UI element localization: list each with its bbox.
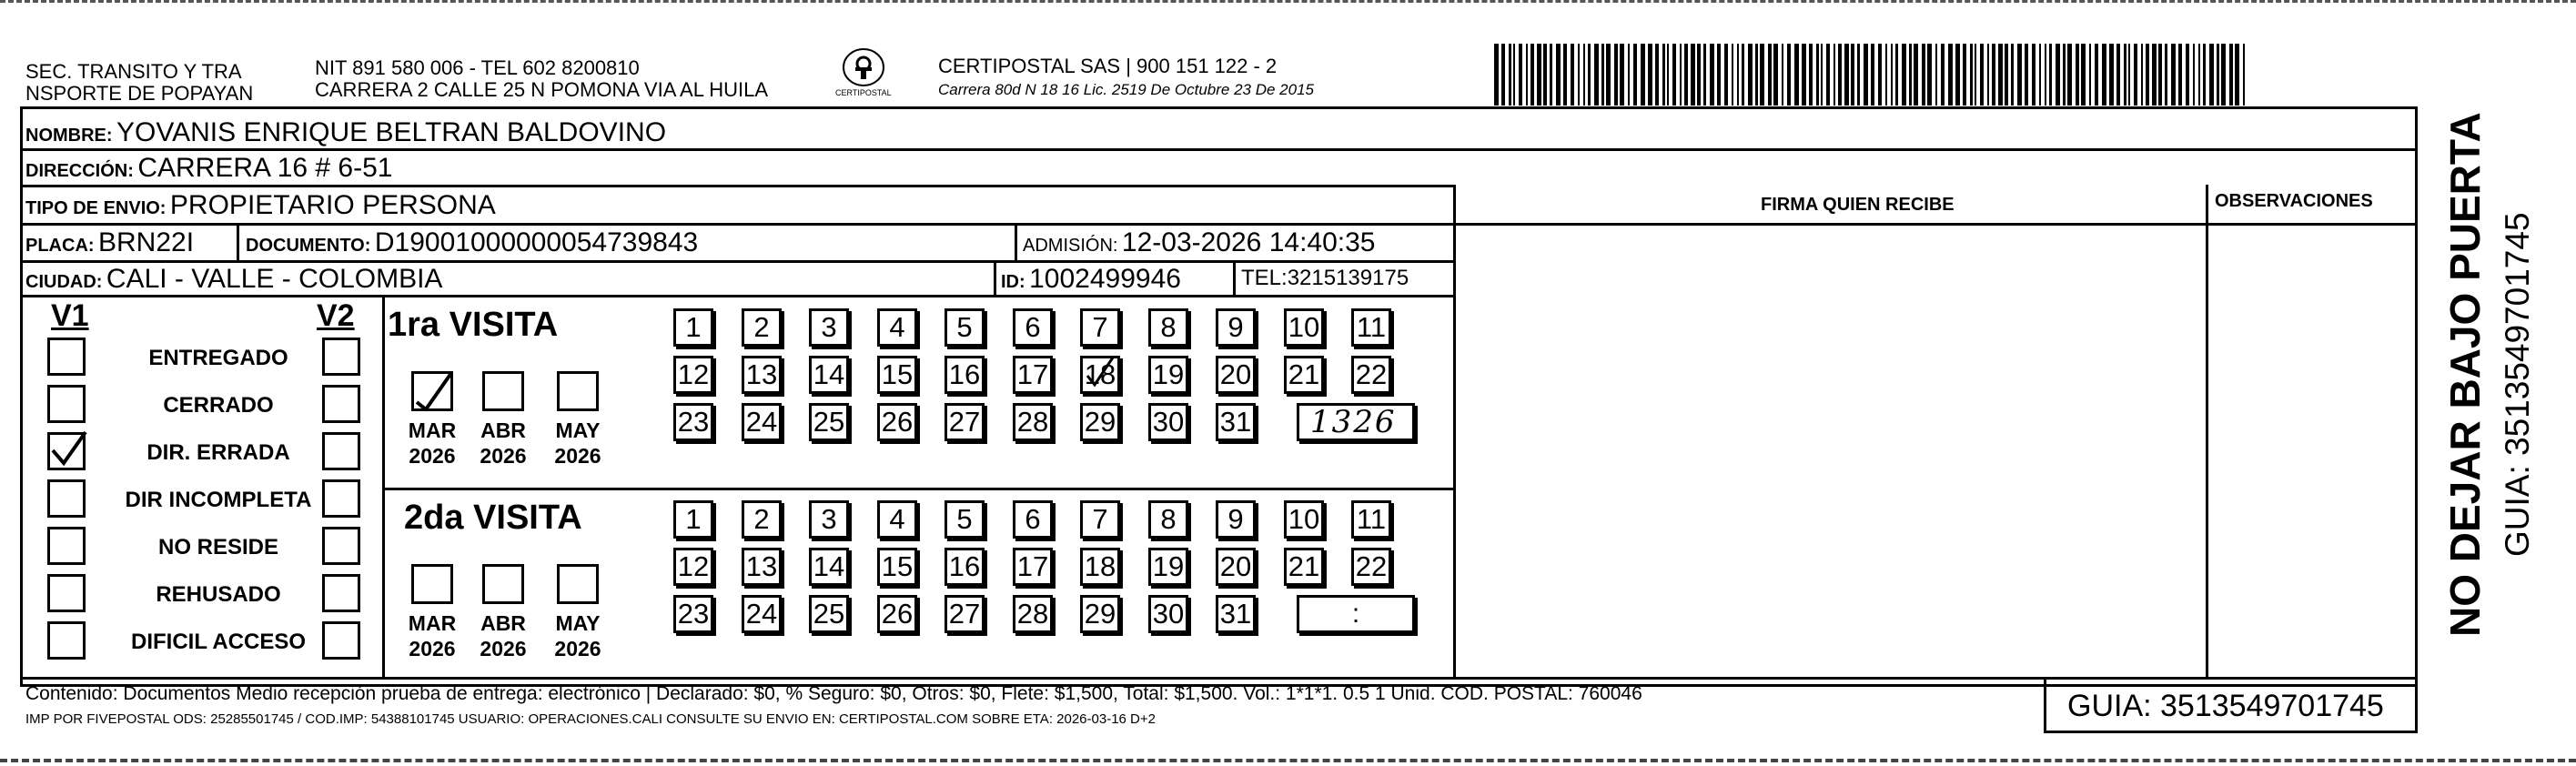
day-box[interactable]: 23 [673,595,713,633]
status-label: NO RESIDE [157,535,279,559]
day-box[interactable]: 14 [809,548,849,586]
month-year: 2026 [480,443,527,468]
day-box[interactable]: 28 [1013,595,1053,633]
signature-column-line [1453,185,1456,677]
observations-column-line [2206,185,2208,677]
status-label: REHUSADO [156,582,281,607]
day-box[interactable]: 4 [877,308,917,347]
v2-checkbox[interactable] [322,432,360,470]
day-box[interactable]: 15 [877,548,917,586]
day-box[interactable]: 29 [1080,595,1120,633]
admission-cell [1023,229,1375,257]
month-name: ABR [480,611,526,635]
v2-checkbox[interactable] [322,385,360,423]
day-box[interactable]: 16 [945,548,985,586]
month-year: 2026 [480,636,527,660]
tel-cell [1241,267,1409,289]
day-box[interactable]: 1 [673,308,713,347]
day-box[interactable]: 9 [1216,500,1256,539]
day-box[interactable]: 8 [1148,308,1188,347]
nit-line: NIT 891 580 006 - TEL 602 8200810 [315,56,640,79]
day-box[interactable]: 28 [1013,403,1053,441]
no-dejar-warning: NO DEJAR BAJO PUERTA [2441,112,2489,637]
address-label: DIRECCIÓN: [25,161,134,181]
v2-checkbox[interactable] [322,621,360,660]
day-box[interactable]: 26 [877,403,917,441]
guia-box-text: GUIA: 3513549701745 [2067,689,2384,723]
month-year: 2026 [554,443,601,468]
barcode [1494,44,2248,106]
day-box[interactable]: 27 [945,403,985,441]
month-name: ABR [480,418,526,442]
license-line: Carrera 80d N 18 16 Lic. 2519 De Octubre 23 De 2015 [938,81,1314,98]
day-box[interactable]: 5 [945,308,985,347]
row-line [20,223,2418,226]
row-line [20,185,1456,187]
v1-checkbox[interactable] [47,527,86,565]
month-name: MAY [555,611,601,635]
day-box[interactable]: 25 [809,403,849,441]
tel-label: TEL: [1241,266,1288,290]
company-line: CERTIPOSTAL SAS | 900 151 122 - 2 [938,55,1278,77]
day-box[interactable]: 24 [742,403,782,441]
type-label: TIPO DE ENVIO: [25,198,167,218]
month-checkbox[interactable] [411,564,453,604]
row-line [20,148,2418,151]
plate-value: BRN22I [98,227,195,257]
logo-caption: CERTIPOSTAL [835,88,892,97]
document-cell [246,229,698,257]
status-label: DIR. ERRADA [146,440,290,465]
day-box[interactable]: 18 [1080,356,1120,394]
status-visit-divider [382,295,385,677]
content-line: Contenido: Documentos Medio recepción prueba de entrega: electrónico | Declarado: $0, % Seguro: $0, Otros: $0, Flete: $1,500, Total: $1,500. Vol.: 1*1*1. 0.5 1 Unid. COD. POSTAL: 760046 [25,683,1642,704]
day-box[interactable]: 14 [809,356,849,394]
day-box[interactable]: 3 [809,308,849,347]
sender-line-1: SEC. TRANSITO Y TRA [25,60,242,83]
day-box[interactable]: 9 [1216,308,1256,347]
signature-header: FIRMA QUIEN RECIBE [1761,195,1955,215]
day-box[interactable]: 17 [1013,548,1053,586]
check-mark-icon [413,366,455,416]
month-checkbox[interactable] [482,371,524,411]
month-year: 2026 [554,636,601,660]
id-value: 1002499946 [1029,264,1181,294]
v1-checkbox[interactable] [47,479,86,518]
month-label [400,418,464,469]
day-box[interactable]: 30 [1148,595,1188,633]
day-box[interactable]: 17 [1013,356,1053,394]
day-box[interactable]: 12 [673,356,713,394]
day-box[interactable]: 26 [877,595,917,633]
day-box[interactable]: 31 [1216,595,1256,633]
status-label: CERRADO [163,393,274,418]
day-box[interactable]: 10 [1284,308,1324,347]
document-label: DOCUMENTO: [246,236,371,256]
day-box[interactable]: 2 [742,500,782,539]
visit2-title: 2da VISITA [404,499,582,537]
v2-checkbox[interactable] [322,338,360,376]
certipostal-logo [830,47,897,104]
id-label: ID: [1001,272,1025,292]
visit1-title: 1ra VISITA [388,306,559,344]
month-checkbox[interactable] [557,564,599,604]
admission-divider [1015,223,1017,260]
v2-checkbox[interactable] [322,527,360,565]
document-value: D19001000000054739843 [374,227,699,257]
plate-cell [25,229,194,257]
day-box[interactable]: 7 [1080,500,1120,539]
month-label [546,611,610,661]
month-name: MAR [408,611,457,635]
day-box[interactable]: 22 [1351,356,1391,394]
v1-label: V1 [51,298,89,333]
day-box[interactable]: 10 [1284,500,1324,539]
day-box[interactable]: 23 [673,403,713,441]
visit-divider [382,488,1456,490]
city-cell [25,266,442,293]
day-box[interactable]: 19 [1148,548,1188,586]
month-checkbox[interactable] [557,371,599,411]
row-line [20,260,1456,263]
tel-value: 3215139175 [1287,266,1409,290]
v1-checkbox[interactable] [47,385,86,423]
day-box[interactable]: 31 [1216,403,1256,441]
name-row [25,119,666,146]
month-year: 2026 [409,443,456,468]
month-name: MAR [408,418,457,442]
day-box[interactable]: 11 [1351,308,1391,347]
plate-label: PLACA: [25,236,95,256]
day-box[interactable]: 21 [1284,548,1324,586]
handwritten-time: 1326 [1310,404,1397,440]
month-label [471,418,535,469]
type-row [25,192,496,219]
address-row [25,155,392,182]
tel-divider [1233,260,1236,295]
sender-line-2: NSPORTE DE POPAYAN [25,82,254,105]
day-box[interactable]: 27 [945,595,985,633]
day-box[interactable]: 13 [742,548,782,586]
city-label: CIUDAD: [25,272,103,292]
day-box[interactable]: 24 [742,595,782,633]
v1-checkbox[interactable] [47,338,86,376]
v2-checkbox[interactable] [322,574,360,612]
v2-checkbox[interactable] [322,479,360,518]
month-checkbox[interactable] [482,564,524,604]
v2-label: V2 [317,298,355,333]
name-label: NOMBRE: [25,126,113,146]
month-year: 2026 [409,636,456,660]
month-label [400,611,464,661]
day-box[interactable]: 16 [945,356,985,394]
plate-divider [237,223,239,260]
day-box[interactable]: 30 [1148,403,1188,441]
day-box[interactable]: 20 [1216,548,1256,586]
day-box[interactable]: 4 [877,500,917,539]
day-box[interactable]: 11 [1351,500,1391,539]
check-mark-icon [1084,354,1116,395]
day-box[interactable]: 5 [945,500,985,539]
city-value: CALI - VALLE - COLOMBIA [106,264,443,294]
month-label [471,611,535,661]
day-box[interactable]: 2 [742,308,782,347]
check-mark-icon [49,427,89,475]
admission-value: 12-03-2026 14:40:35 [1121,227,1376,257]
day-box[interactable]: 22 [1351,548,1391,586]
address-line: CARRERA 2 CALLE 25 N POMONA VIA AL HUILA [315,78,769,101]
id-cell [1001,266,1181,293]
recipient-name: YOVANIS ENRIQUE BELTRAN BALDOVINO [116,117,667,147]
imp-line: IMP POR FIVEPOSTAL ODS: 25285501745 / COD.IMP: 54388101745 USUARIO: OPERACIONES.CALI CONSULTE SU ENVIO EN: CERTIPOSTAL.COM SOBRE ETA: 2026-03-16 D+2 [25,711,1156,727]
day-box[interactable]: 18 [1080,548,1120,586]
status-label: ENTREGADO [148,346,288,370]
day-box[interactable]: 7 [1080,308,1120,347]
time-box[interactable]: : [1297,595,1415,633]
month-name: MAY [555,418,601,442]
day-box[interactable]: 29 [1080,403,1120,441]
side-guia: GUIA: 3513549701745 [2499,212,2536,557]
observations-header: OBSERVACIONES [2215,191,2373,211]
row-line [20,295,1456,297]
id-divider [994,260,996,295]
status-label: DIFICIL ACCESO [130,630,306,654]
day-box[interactable]: 1 [673,500,713,539]
month-label [546,418,610,469]
day-box[interactable]: 15 [877,356,917,394]
day-box[interactable]: 8 [1148,500,1188,539]
recipient-address: CARRERA 16 # 6-51 [137,153,393,183]
top-edge [0,0,2576,8]
day-box[interactable]: 12 [673,548,713,586]
admission-label: ADMISIÓN: [1023,236,1118,256]
status-label: DIR INCOMPLETA [125,488,312,512]
v1-checkbox[interactable] [47,621,86,660]
day-box[interactable]: 3 [809,500,849,539]
v1-checkbox[interactable] [47,574,86,612]
day-box[interactable]: 20 [1216,356,1256,394]
day-box[interactable]: 6 [1013,308,1053,347]
day-box[interactable]: 21 [1284,356,1324,394]
shipment-type: PROPIETARIO PERSONA [169,190,496,220]
day-box[interactable]: 6 [1013,500,1053,539]
day-box[interactable]: 25 [809,595,849,633]
day-box[interactable]: 19 [1148,356,1188,394]
day-box[interactable]: 13 [742,356,782,394]
